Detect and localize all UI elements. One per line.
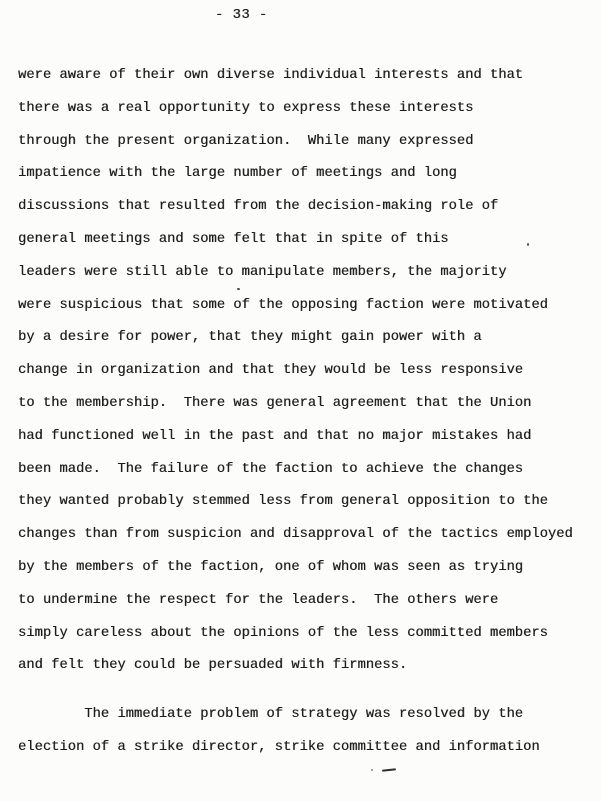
- text-line: The immediate problem of strategy was resolved by the: [18, 707, 524, 723]
- text-line: change in organization and that they would be less responsive: [18, 363, 524, 379]
- text-line: changes than from suspicion and disapproval of the tactics employed: [18, 527, 573, 543]
- text-line: election of a strike director, strike committee and information: [18, 739, 540, 755]
- document-body: [18, 60, 593, 765]
- scan-artifact-dot: [371, 769, 373, 771]
- text-line: leaders were still able to manipulate members, the majority: [18, 264, 507, 280]
- text-line: impatience with the large number of meetings and long: [18, 166, 457, 182]
- scan-artifact-dot: [237, 288, 240, 290]
- text-line: they wanted probably stemmed less from general opposition to the: [18, 494, 548, 510]
- paragraph-1: [18, 60, 593, 683]
- text-line: were aware of their own diverse individual interests and that: [18, 68, 524, 83]
- handwritten-dash-mark: [382, 768, 396, 771]
- text-line: through the present organization. While many expressed: [18, 133, 474, 149]
- text-line: by the members of the faction, one of whom was seen as trying: [18, 559, 524, 575]
- text-line: simply careless about the opinions of the less committed members: [18, 625, 548, 641]
- text-line: to the membership. There was general agreement that the Union: [18, 395, 532, 411]
- page-number: - 33 -: [215, 8, 268, 23]
- text-line: by a desire for power, that they might gain power with a: [18, 330, 482, 346]
- text-line: to undermine the respect for the leaders. The others were: [18, 592, 499, 608]
- text-line: there was a real opportunity to express these interests: [18, 100, 474, 116]
- text-line: been made. The failure of the faction to achieve the changes: [18, 461, 524, 477]
- text-line: general meetings and some felt that in spite of this: [18, 231, 449, 247]
- text-line: were suspicious that some of the opposing faction were motivated: [18, 297, 548, 313]
- text-line: and felt they could be persuaded with firmness.: [18, 658, 408, 674]
- text-line: had functioned well in the past and that no major mistakes had: [18, 428, 532, 444]
- paragraph-2: [18, 699, 593, 765]
- scan-artifact-dot: [527, 243, 529, 246]
- text-line: discussions that resulted from the decision-making role of: [18, 199, 499, 215]
